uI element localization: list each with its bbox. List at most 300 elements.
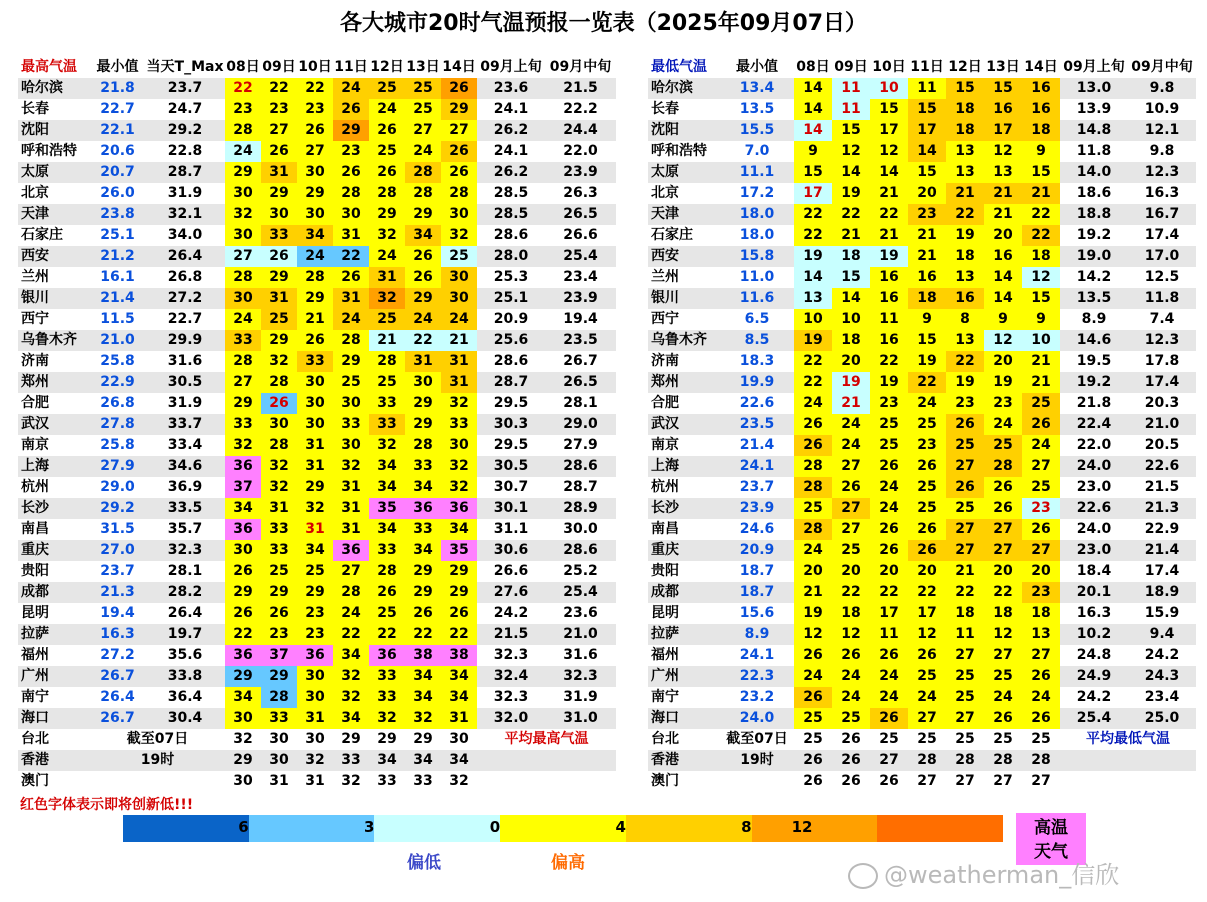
forecast-cell: 13: [794, 288, 832, 309]
forecast-cell: 22: [946, 582, 984, 603]
forecast-cell: 30: [297, 162, 333, 183]
min-value: 20.7: [90, 162, 145, 183]
forecast-cell: 27: [946, 540, 984, 561]
city-name: 乌鲁木齐: [18, 330, 90, 351]
column-header: 11日: [910, 59, 944, 75]
dekad-avg-early: 19.0: [1060, 246, 1128, 267]
forecast-cell: 15: [946, 78, 984, 99]
min-value: 24.0: [720, 708, 794, 729]
min-value: 27.2: [100, 647, 135, 663]
city-name: 银川: [18, 288, 90, 309]
forecast-cell: 19: [870, 246, 908, 267]
legend-warm4: [626, 815, 752, 842]
forecast-cell: 32: [297, 750, 333, 771]
dekad-avg-early: 30.6: [477, 540, 545, 561]
forecast-cell: 36: [225, 519, 261, 540]
dekad-avg-early: 8.9: [1081, 311, 1107, 327]
forecast-cell: 21: [870, 225, 908, 246]
forecast-cell: 25: [405, 99, 441, 120]
forecast-cell: 27: [993, 773, 1013, 789]
forecast-cell: 25: [803, 731, 823, 747]
forecast-cell: 18: [832, 603, 870, 624]
city-row: [18, 246, 616, 267]
forecast-cell: 14: [870, 162, 908, 183]
forecast-cell: 30: [225, 288, 261, 309]
forecast-cell: 27: [870, 750, 908, 771]
forecast-cell: 33: [413, 773, 433, 789]
forecast-cell: 19: [908, 351, 946, 372]
forecast-cell: 24: [225, 141, 261, 162]
city-row: [648, 288, 1196, 309]
city-name: 太原: [648, 162, 720, 183]
forecast-cell: 23: [870, 393, 908, 414]
dekad-avg-mid: 23.9: [545, 288, 616, 309]
extra-note: 19时: [720, 750, 794, 771]
dekad-avg-early: 22.6: [1060, 498, 1128, 519]
dekad-avg-mid: 9.8: [1128, 78, 1196, 99]
forecast-cell: 29: [225, 666, 261, 687]
forecast-cell: 30: [449, 731, 469, 747]
dekad-avg-mid: 21.3: [1128, 498, 1196, 519]
forecast-cell: 27: [955, 773, 975, 789]
forecast-cell: 9: [984, 309, 1022, 330]
legend-hot-label: 高温: [1034, 818, 1068, 838]
today-tmax: 28.7: [145, 162, 225, 183]
forecast-cell: 24: [832, 666, 870, 687]
forecast-cell: 27: [832, 456, 870, 477]
dekad-avg-early: 22.4: [1060, 414, 1128, 435]
dekad-avg-mid: 26.6: [563, 227, 598, 243]
min-value: 29.0: [100, 479, 135, 495]
city-row: [648, 99, 1196, 120]
forecast-cell: 29: [261, 666, 297, 687]
forecast-cell: 24: [870, 666, 908, 687]
forecast-cell: 26: [908, 456, 946, 477]
city-name: 杭州: [651, 479, 679, 495]
forecast-cell: 25: [908, 498, 946, 519]
city-row: [18, 687, 616, 708]
city-name: 上海: [18, 456, 90, 477]
city-row: [18, 330, 616, 351]
forecast-cell: 25: [1022, 477, 1060, 498]
city-row: [18, 393, 616, 414]
dekad-avg-early: 24.0: [1076, 521, 1112, 537]
dekad-avg-mid: 22.0: [563, 143, 598, 159]
dekad-avg-mid: 18.9: [1128, 582, 1196, 603]
city-name: 合肥: [21, 395, 49, 411]
forecast-cell: 32: [369, 708, 405, 729]
forecast-cell: 16: [984, 246, 1022, 267]
min-value: 23.2: [739, 689, 775, 705]
forecast-cell: 21: [984, 204, 1022, 225]
forecast-cell: 32: [225, 435, 261, 456]
forecast-cell: 22: [870, 582, 908, 603]
forecast-cell: 32: [341, 773, 361, 789]
forecast-cell: 33: [369, 414, 405, 435]
forecast-cell: 26: [984, 498, 1022, 519]
extra-tail-label: [1060, 771, 1196, 792]
forecast-cell: 28: [369, 351, 405, 372]
forecast-cell: 20: [908, 561, 946, 582]
forecast-cell: 25: [261, 309, 297, 330]
forecast-cell: 18: [832, 330, 870, 351]
forecast-cell: 34: [297, 225, 333, 246]
forecast-cell: 30: [261, 414, 297, 435]
forecast-cell: 26: [794, 414, 832, 435]
legend-high-label: 偏高: [551, 853, 585, 873]
forecast-cell: 20: [984, 561, 1022, 582]
dekad-avg-mid: 22.6: [1128, 456, 1196, 477]
dekad-avg-early: 28.7: [477, 372, 545, 393]
forecast-cell: 24: [1022, 435, 1060, 456]
forecast-cell: 32: [261, 351, 297, 372]
legend-warm8: [752, 815, 878, 842]
city-name: 沈阳: [648, 120, 720, 141]
forecast-cell: 29: [333, 120, 369, 141]
forecast-cell: 26: [333, 99, 369, 120]
forecast-cell: 24: [333, 78, 369, 99]
forecast-cell: 26: [405, 267, 441, 288]
city-row: [18, 561, 616, 582]
city-row: [648, 225, 1196, 246]
dekad-avg-mid: 26.7: [563, 353, 598, 369]
extra-city-row: [18, 771, 616, 792]
dekad-avg-mid: 21.0: [1128, 414, 1196, 435]
city-row: [648, 435, 1196, 456]
forecast-cell: 15: [908, 330, 946, 351]
forecast-cell: 12: [870, 141, 908, 162]
forecast-cell: 24: [870, 477, 908, 498]
forecast-cell: 22: [946, 204, 984, 225]
forecast-cell: 24: [333, 603, 369, 624]
forecast-cell: 32: [405, 708, 441, 729]
city-row: [648, 540, 1196, 561]
city-row: [18, 582, 616, 603]
city-row: [648, 477, 1196, 498]
forecast-cell: 31: [333, 498, 369, 519]
city-name: 南昌: [21, 521, 49, 537]
forecast-cell: 13: [946, 141, 984, 162]
city-row: [648, 603, 1196, 624]
forecast-cell: 27: [1022, 645, 1060, 666]
forecast-cell: 33: [441, 414, 477, 435]
forecast-cell: 22: [1022, 204, 1060, 225]
forecast-cell: 26: [794, 645, 832, 666]
dekad-avg-mid: 15.9: [1144, 605, 1180, 621]
dekad-avg-mid: 22.9: [1144, 521, 1180, 537]
today-tmax: 26.4: [145, 246, 225, 267]
forecast-cell: 30: [297, 372, 333, 393]
forecast-cell: 22: [794, 372, 832, 393]
forecast-cell: 29: [441, 561, 477, 582]
city-name: 石家庄: [651, 227, 693, 243]
forecast-cell: 27: [1031, 773, 1051, 789]
city-row: [18, 225, 616, 246]
dekad-avg-mid: 25.4: [545, 246, 616, 267]
forecast-cell: 18: [832, 246, 870, 267]
today-tmax: 30.5: [145, 372, 225, 393]
city-name: 拉萨: [18, 624, 90, 645]
forecast-cell: 29: [261, 183, 297, 204]
forecast-cell: 37: [261, 645, 297, 666]
city-row: [648, 120, 1196, 141]
city-name: 长春: [651, 101, 679, 117]
forecast-cell: 31: [297, 456, 333, 477]
forecast-cell: 18: [946, 120, 984, 141]
min-value: 27.9: [90, 456, 145, 477]
forecast-cell: 30: [441, 267, 477, 288]
forecast-cell: 15: [908, 162, 946, 183]
forecast-cell: 29: [377, 731, 397, 747]
forecast-cell: 9: [1022, 141, 1060, 162]
forecast-cell: 13: [1022, 624, 1060, 645]
forecast-cell: 26: [832, 477, 870, 498]
forecast-cell: 33: [333, 414, 369, 435]
forecast-cell: 36: [333, 540, 369, 561]
forecast-cell: 25: [984, 666, 1022, 687]
city-row: [18, 351, 616, 372]
dekad-avg-mid: 23.6: [563, 605, 598, 621]
city-name: 重庆: [18, 540, 90, 561]
min-value: 23.7: [100, 563, 135, 579]
forecast-cell: 32: [369, 225, 405, 246]
forecast-cell: 26: [870, 645, 908, 666]
forecast-cell: 24: [832, 435, 870, 456]
max-temp-table: [18, 57, 616, 792]
forecast-cell: 9: [1022, 309, 1060, 330]
city-name: 济南: [21, 353, 49, 369]
city-row: [648, 708, 1196, 729]
forecast-cell: 24: [1022, 687, 1060, 708]
forecast-cell: 22: [441, 624, 477, 645]
forecast-cell: 14: [984, 267, 1022, 288]
dekad-avg-mid: 24.3: [1128, 666, 1196, 687]
forecast-cell: 33: [369, 666, 405, 687]
forecast-cell: 18: [946, 603, 984, 624]
today-tmax: 28.2: [145, 582, 225, 603]
forecast-cell: 30: [225, 225, 261, 246]
city-row: [18, 309, 616, 330]
forecast-cell: 34: [369, 456, 405, 477]
forecast-cell: 32: [333, 666, 369, 687]
forecast-cell: 15: [1022, 288, 1060, 309]
forecast-cell: 24: [832, 687, 870, 708]
min-value: 18.0: [720, 204, 794, 225]
forecast-cell: 30: [441, 435, 477, 456]
today-tmax: 33.4: [167, 437, 203, 453]
forecast-cell: 22: [946, 351, 984, 372]
forecast-cell: 33: [225, 414, 261, 435]
extra-note: [720, 771, 794, 792]
today-tmax: 23.7: [145, 78, 225, 99]
forecast-cell: 34: [297, 540, 333, 561]
dekad-avg-early: 21.8: [1076, 395, 1112, 411]
dekad-avg-early: 30.3: [477, 414, 545, 435]
forecast-cell: 25: [1031, 731, 1051, 747]
forecast-cell: 21: [832, 225, 870, 246]
dekad-avg-mid: 29.0: [545, 414, 616, 435]
forecast-cell: 30: [225, 183, 261, 204]
forecast-cell: 28: [333, 582, 369, 603]
city-name: 贵阳: [21, 563, 49, 579]
min-value: 29.2: [90, 498, 145, 519]
min-value: 13.4: [720, 78, 794, 99]
forecast-cell: 14: [984, 288, 1022, 309]
min-value: 21.0: [90, 330, 145, 351]
forecast-cell: 16: [946, 288, 984, 309]
forecast-cell: 21: [794, 582, 832, 603]
city-name: 澳门: [651, 773, 679, 789]
dekad-avg-early: 14.8: [1060, 120, 1128, 141]
forecast-cell: 25: [832, 708, 870, 729]
city-name: 呼和浩特: [21, 143, 77, 159]
forecast-cell: 16: [984, 99, 1022, 120]
forecast-cell: 27: [333, 561, 369, 582]
extra-tail-label: [477, 771, 616, 792]
forecast-cell: 19: [984, 372, 1022, 393]
forecast-cell: 38: [441, 645, 477, 666]
today-tmax: 34.6: [145, 456, 225, 477]
city-name: 哈尔滨: [18, 78, 90, 99]
city-row: [648, 309, 1196, 330]
dekad-avg-early: 24.9: [1060, 666, 1128, 687]
forecast-cell: 28: [1022, 750, 1060, 771]
forecast-cell: 22: [225, 624, 261, 645]
forecast-cell: 11: [908, 78, 946, 99]
forecast-cell: 28: [333, 183, 369, 204]
city-row: [648, 624, 1196, 645]
forecast-cell: 25: [908, 477, 946, 498]
forecast-cell: 33: [377, 773, 397, 789]
forecast-cell: 30: [305, 731, 325, 747]
dekad-avg-mid: 19.4: [563, 311, 598, 327]
min-value: 25.8: [100, 437, 135, 453]
legend-warm12: [877, 815, 1003, 842]
forecast-cell: 32: [441, 456, 477, 477]
min-value: 25.1: [100, 227, 135, 243]
column-header: 11日: [334, 59, 368, 75]
dekad-avg-mid: 26.3: [563, 185, 598, 201]
forecast-cell: 21: [1022, 351, 1060, 372]
forecast-cell: 18: [1022, 120, 1060, 141]
min-value: 31.5: [100, 521, 135, 537]
dekad-avg-mid: 31.6: [563, 647, 598, 663]
forecast-cell: 26: [405, 246, 441, 267]
forecast-cell: 25: [369, 78, 405, 99]
min-value: 22.1: [90, 120, 145, 141]
min-value: 23.5: [720, 414, 794, 435]
forecast-cell: 11: [832, 78, 870, 99]
forecast-cell: 26: [441, 603, 477, 624]
dekad-avg-early: 24.8: [1076, 647, 1112, 663]
forecast-cell: 25: [441, 246, 477, 267]
today-tmax: 36.4: [167, 689, 203, 705]
forecast-cell: 36: [225, 456, 261, 477]
forecast-cell: 20: [908, 183, 946, 204]
today-tmax: 34.0: [167, 227, 203, 243]
forecast-cell: 25: [946, 435, 984, 456]
forecast-cell: 32: [441, 393, 477, 414]
forecast-cell: 29: [405, 414, 441, 435]
forecast-cell: 23: [908, 435, 946, 456]
city-name: 福州: [651, 647, 679, 663]
forecast-cell: 28: [441, 183, 477, 204]
forecast-cell: 28: [369, 561, 405, 582]
forecast-cell: 26: [794, 435, 832, 456]
forecast-cell: 21: [369, 330, 405, 351]
forecast-cell: 26: [794, 687, 832, 708]
city-row: [648, 561, 1196, 582]
extra-city-row: [648, 750, 1196, 771]
extra-tail-label: 平均最高气温: [504, 731, 589, 747]
forecast-cell: 27: [1022, 540, 1060, 561]
city-row: [18, 519, 616, 540]
city-name: 广州: [648, 666, 720, 687]
city-row: [18, 477, 616, 498]
forecast-cell: 21: [297, 309, 333, 330]
city-name: 南京: [21, 437, 49, 453]
forecast-cell: 19: [794, 603, 832, 624]
min-value: 21.4: [739, 437, 775, 453]
forecast-cell: 30: [225, 540, 261, 561]
forecast-cell: 30: [297, 414, 333, 435]
forecast-cell: 24: [908, 687, 946, 708]
dekad-avg-early: 19.5: [1076, 353, 1112, 369]
forecast-cell: 31: [333, 288, 369, 309]
column-header: 09月中旬: [1131, 59, 1193, 75]
dekad-avg-early: 14.6: [1060, 330, 1128, 351]
forecast-cell: 16: [908, 267, 946, 288]
city-row: [648, 141, 1196, 162]
forecast-cell: 23: [297, 624, 333, 645]
forecast-cell: 22: [870, 204, 908, 225]
forecast-cell: 17: [870, 120, 908, 141]
forecast-cell: 25: [261, 561, 297, 582]
min-value: 16.3: [90, 624, 145, 645]
forecast-cell: 17: [794, 183, 832, 204]
forecast-cell: 33: [261, 225, 297, 246]
forecast-cell: 30: [225, 708, 261, 729]
min-value: 21.8: [90, 78, 145, 99]
min-value: 18.3: [739, 353, 775, 369]
forecast-cell: 28: [794, 477, 832, 498]
city-row: [648, 204, 1196, 225]
dekad-avg-mid: 25.0: [1128, 708, 1196, 729]
forecast-cell: 31: [369, 267, 405, 288]
forecast-cell: 24: [870, 498, 908, 519]
forecast-cell: 28: [405, 435, 441, 456]
dekad-avg-mid: 17.0: [1128, 246, 1196, 267]
forecast-cell: 35: [369, 498, 405, 519]
forecast-cell: 22: [870, 351, 908, 372]
min-value: 13.5: [739, 101, 775, 117]
city-name: 杭州: [21, 479, 49, 495]
forecast-cell: 25: [832, 540, 870, 561]
legend-tick: 8: [741, 818, 752, 836]
city-row: [18, 120, 616, 141]
dekad-avg-early: 26.2: [477, 162, 545, 183]
dekad-avg-mid: 28.6: [545, 540, 616, 561]
column-header: 09月中旬: [549, 59, 612, 75]
city-row: [648, 183, 1196, 204]
min-value: 15.6: [739, 605, 775, 621]
extra-city-row: [648, 771, 1196, 792]
min-value: 26.4: [100, 689, 135, 705]
city-name: 西宁: [21, 311, 49, 327]
dekad-avg-early: 24.1: [493, 143, 529, 159]
today-tmax: 36.9: [167, 479, 203, 495]
forecast-cell: 29: [405, 561, 441, 582]
